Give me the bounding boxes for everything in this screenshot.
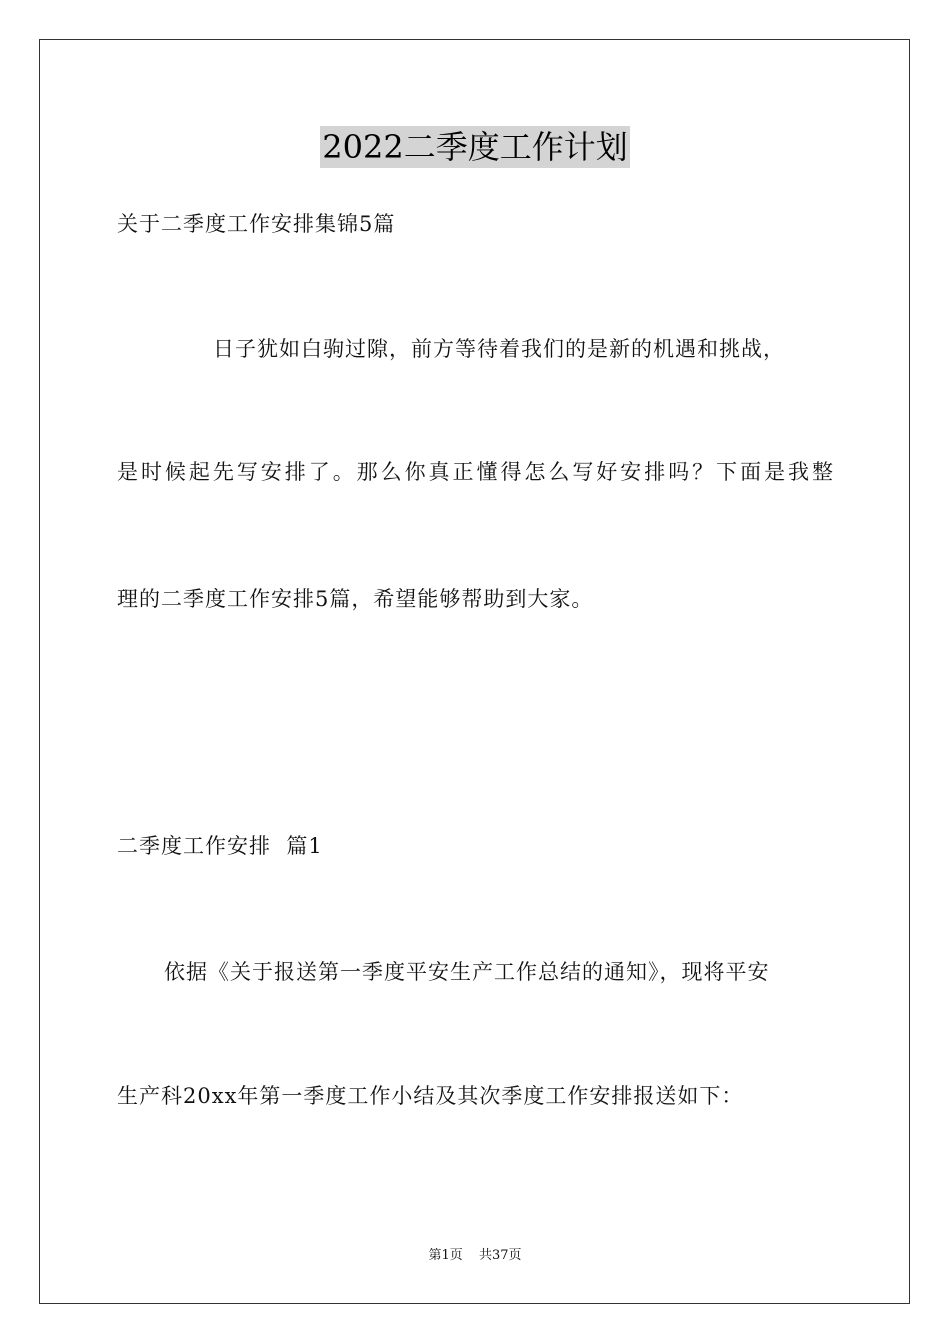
page-footer xyxy=(0,1247,950,1265)
document-title: 2022二季度工作计划 xyxy=(322,128,628,166)
intro-line-2: 是时候起先写安排了。那么你真正懂得怎么写好安排吗？下面是我整 xyxy=(117,460,833,484)
intro-line-1: 日子犹如白驹过隙，前方等待着我们的是新的机遇和挑战， xyxy=(213,337,785,361)
page-number: 第1页 xyxy=(428,1248,463,1263)
title-container xyxy=(0,126,950,168)
page-total: 共37页 xyxy=(478,1248,522,1263)
intro-line-3: 理的二季度工作安排5篇，希望能够帮助到大家。 xyxy=(117,587,594,611)
body-line-2: 生产科20xx年第一季度工作小结及其次季度工作安排报送如下： xyxy=(117,1084,744,1108)
section-heading: 二季度工作安排 篇1 xyxy=(117,834,323,858)
document-subtitle: 关于二季度工作安排集锦5篇 xyxy=(117,212,396,236)
body-line-1: 依据《关于报送第一季度平安生产工作总结的通知》，现将平安 xyxy=(164,960,770,984)
